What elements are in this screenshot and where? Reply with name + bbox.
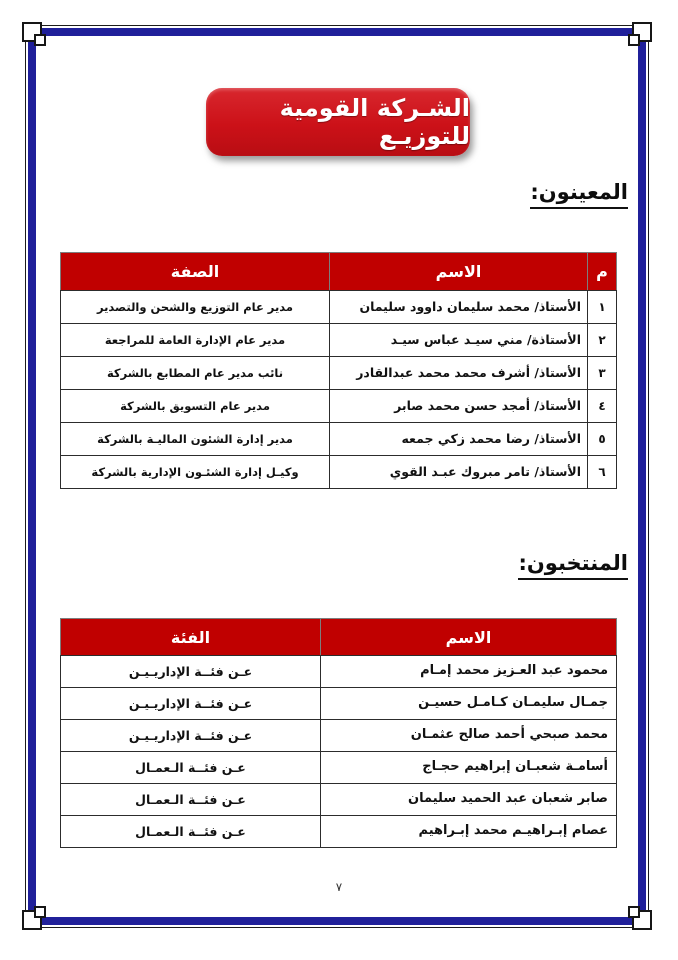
cell-category: عـن فئــة الـعمـال — [61, 784, 321, 816]
corner-ornament-bottom-right — [632, 910, 652, 930]
corner-ornament-top-left-inner — [34, 34, 46, 46]
cell-num: ١ — [588, 291, 617, 324]
table-row — [61, 656, 617, 688]
corner-ornament-top-left — [22, 22, 42, 42]
cell-category: عـن فئــة الـعمـال — [61, 752, 321, 784]
cell-category: عـن فئــة الإداريـيـن — [61, 720, 321, 752]
appointed-table-body — [61, 291, 617, 489]
cell-title: مدير إدارة الشئون الماليـة بالشركة — [61, 423, 330, 456]
table-row — [61, 291, 617, 324]
corner-ornament-top-right — [632, 22, 652, 42]
table-row — [61, 357, 617, 390]
section-heading-elected: المنتخبون: — [518, 551, 628, 580]
cell-title: مدير عام التسويق بالشركة — [61, 390, 330, 423]
table-row — [61, 324, 617, 357]
table-row — [61, 456, 617, 489]
table-row — [61, 816, 617, 848]
table-row — [61, 688, 617, 720]
cell-name: صابر شعبان عبد الحميد سليمان — [321, 784, 617, 816]
cell-name: محمد صبحي أحمد صالح عثمـان — [321, 720, 617, 752]
table-row — [61, 752, 617, 784]
corner-ornament-bottom-left — [22, 910, 42, 930]
company-title-banner — [206, 88, 470, 156]
cell-title: مدير عام الإدارة العامة للمراجعة — [61, 324, 330, 357]
appointed-header-title: الصفة — [61, 253, 330, 291]
company-title-text: الشـركة القومية للتوزيـع — [279, 94, 470, 150]
cell-num: ٥ — [588, 423, 617, 456]
cell-category: عـن فئــة الإداريـيـن — [61, 656, 321, 688]
appointed-header-row — [61, 253, 617, 291]
elected-table-body — [61, 656, 617, 848]
table-row — [61, 390, 617, 423]
cell-name: الأستاذ/ أشرف محمد محمد عبدالقادر — [330, 357, 588, 390]
cell-name: الأستاذ/ محمد سليمان داوود سليمان — [330, 291, 588, 324]
elected-table — [60, 618, 617, 848]
appointed-table — [60, 252, 617, 489]
cell-name: أسامـة شعبـان إبراهيم حجـاج — [321, 752, 617, 784]
cell-name: الأستاذ/ أمجد حسن محمد صابر — [330, 390, 588, 423]
page-number: ٧ — [335, 880, 343, 894]
cell-title: وكيـل إدارة الشئـون الإدارية بالشركة — [61, 456, 330, 489]
corner-ornament-bottom-left-inner — [34, 906, 46, 918]
cell-num: ٢ — [588, 324, 617, 357]
cell-num: ٦ — [588, 456, 617, 489]
cell-name: الأستاذة/ مني سيـد عباس سيـد — [330, 324, 588, 357]
elected-table-container — [61, 618, 617, 848]
cell-name: عصام إبـراهيـم محمد إبـراهيم — [321, 816, 617, 848]
appointed-table-container — [61, 252, 617, 489]
elected-header-category: الفئة — [61, 619, 321, 656]
corner-ornament-bottom-right-inner — [628, 906, 640, 918]
cell-name: الأستاذ/ تامر مبروك عبـد القوي — [330, 456, 588, 489]
appointed-header-num: م — [588, 253, 617, 291]
cell-category: عـن فئــة الإداريـيـن — [61, 688, 321, 720]
appointed-header-name: الاسم — [330, 253, 588, 291]
cell-title: نائب مدير عام المطابع بالشركة — [61, 357, 330, 390]
cell-name: الأستاذ/ رضا محمد زكي جمعه — [330, 423, 588, 456]
cell-num: ٤ — [588, 390, 617, 423]
table-row — [61, 784, 617, 816]
table-row — [61, 423, 617, 456]
cell-name: محمود عبد العـزيز محمد إمـام — [321, 656, 617, 688]
cell-num: ٣ — [588, 357, 617, 390]
cell-name: جمـال سليمـان كـامـل حسيـن — [321, 688, 617, 720]
section-heading-appointed: المعينون: — [530, 180, 628, 209]
elected-header-row — [61, 619, 617, 656]
elected-header-name: الاسم — [321, 619, 617, 656]
cell-title: مدير عام التوزيع والشحن والتصدير — [61, 291, 330, 324]
cell-category: عـن فئــة الـعمـال — [61, 816, 321, 848]
table-row — [61, 720, 617, 752]
corner-ornament-top-right-inner — [628, 34, 640, 46]
